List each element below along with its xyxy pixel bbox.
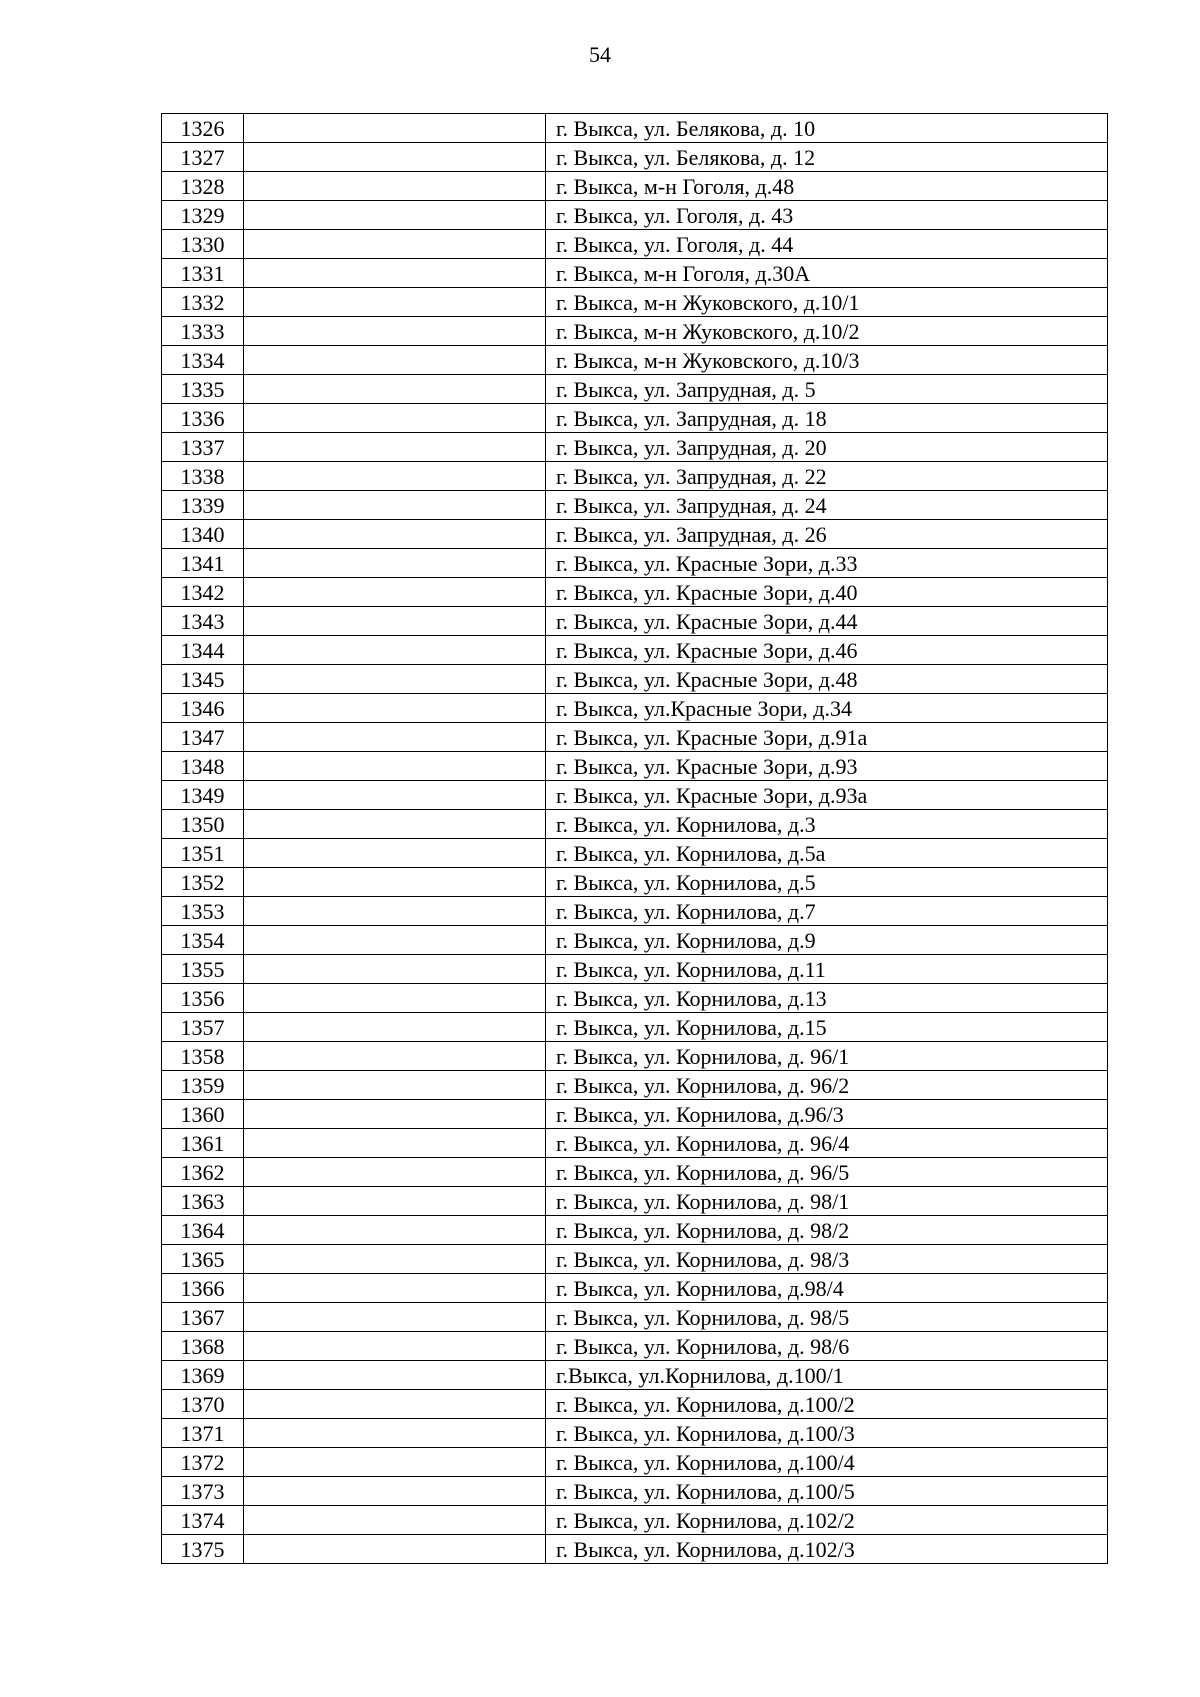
- row-empty-cell: [244, 1042, 546, 1071]
- row-number-cell: 1362: [162, 1158, 244, 1187]
- row-address-cell: г. Выкса, ул. Корнилова, д.98/4: [546, 1274, 1108, 1303]
- table-row: [162, 868, 1108, 897]
- table-row: [162, 288, 1108, 317]
- row-address-cell: г. Выкса, ул. Запрудная, д. 22: [546, 462, 1108, 491]
- row-empty-cell: [244, 1303, 546, 1332]
- table-row: [162, 1158, 1108, 1187]
- row-address-cell: г. Выкса, ул. Красные Зори, д.48: [546, 665, 1108, 694]
- row-empty-cell: [244, 1100, 546, 1129]
- table-row: [162, 955, 1108, 984]
- row-number-cell: 1326: [162, 114, 244, 143]
- row-empty-cell: [244, 926, 546, 955]
- table-row: [162, 230, 1108, 259]
- row-empty-cell: [244, 346, 546, 375]
- row-number-cell: 1357: [162, 1013, 244, 1042]
- row-address-cell: г. Выкса, ул. Корнилова, д. 98/1: [546, 1187, 1108, 1216]
- table-row: [162, 375, 1108, 404]
- row-empty-cell: [244, 636, 546, 665]
- row-empty-cell: [244, 810, 546, 839]
- row-number-cell: 1334: [162, 346, 244, 375]
- row-number-cell: 1355: [162, 955, 244, 984]
- row-empty-cell: [244, 1332, 546, 1361]
- row-address-cell: г. Выкса, ул. Корнилова, д.100/5: [546, 1477, 1108, 1506]
- table-row: [162, 1274, 1108, 1303]
- row-number-cell: 1330: [162, 230, 244, 259]
- table-row: [162, 404, 1108, 433]
- row-empty-cell: [244, 1129, 546, 1158]
- row-address-cell: г. Выкса, ул. Корнилова, д.5: [546, 868, 1108, 897]
- table-row: [162, 723, 1108, 752]
- row-number-cell: 1352: [162, 868, 244, 897]
- row-number-cell: 1375: [162, 1535, 244, 1564]
- table-row: [162, 1332, 1108, 1361]
- row-address-cell: г. Выкса, ул. Красные Зори, д.44: [546, 607, 1108, 636]
- row-empty-cell: [244, 491, 546, 520]
- table-row: [162, 433, 1108, 462]
- row-address-cell: г. Выкса, ул. Корнилова, д.100/2: [546, 1390, 1108, 1419]
- row-address-cell: г. Выкса, ул. Корнилова, д.102/2: [546, 1506, 1108, 1535]
- row-empty-cell: [244, 404, 546, 433]
- row-address-cell: г. Выкса, ул. Корнилова, д.11: [546, 955, 1108, 984]
- row-address-cell: г. Выкса, ул. Корнилова, д. 96/1: [546, 1042, 1108, 1071]
- row-number-cell: 1332: [162, 288, 244, 317]
- address-table-body: [162, 114, 1108, 1564]
- row-number-cell: 1344: [162, 636, 244, 665]
- row-empty-cell: [244, 694, 546, 723]
- row-number-cell: 1350: [162, 810, 244, 839]
- row-address-cell: г. Выкса, ул. Белякова, д. 10: [546, 114, 1108, 143]
- table-row: [162, 984, 1108, 1013]
- row-number-cell: 1327: [162, 143, 244, 172]
- row-number-cell: 1369: [162, 1361, 244, 1390]
- row-number-cell: 1359: [162, 1071, 244, 1100]
- table-row: [162, 926, 1108, 955]
- row-address-cell: г. Выкса, ул. Красные Зори, д.93: [546, 752, 1108, 781]
- row-empty-cell: [244, 1158, 546, 1187]
- row-empty-cell: [244, 317, 546, 346]
- row-address-cell: г. Выкса, м-н Жуковского, д.10/3: [546, 346, 1108, 375]
- table-row: [162, 114, 1108, 143]
- row-address-cell: г. Выкса, м-н Гоголя, д.48: [546, 172, 1108, 201]
- table-row: [162, 549, 1108, 578]
- row-number-cell: 1328: [162, 172, 244, 201]
- table-row: [162, 1419, 1108, 1448]
- address-table: [161, 113, 1108, 1564]
- table-row: [162, 1245, 1108, 1274]
- table-row: [162, 1303, 1108, 1332]
- row-address-cell: г. Выкса, ул. Запрудная, д. 20: [546, 433, 1108, 462]
- row-address-cell: г. Выкса, м-н Жуковского, д.10/1: [546, 288, 1108, 317]
- row-empty-cell: [244, 1216, 546, 1245]
- row-empty-cell: [244, 1071, 546, 1100]
- table-row: [162, 1390, 1108, 1419]
- row-empty-cell: [244, 723, 546, 752]
- row-empty-cell: [244, 607, 546, 636]
- row-number-cell: 1345: [162, 665, 244, 694]
- table-row: [162, 636, 1108, 665]
- row-address-cell: г. Выкса, ул. Корнилова, д. 98/5: [546, 1303, 1108, 1332]
- row-address-cell: г. Выкса, ул. Корнилова, д.9: [546, 926, 1108, 955]
- row-address-cell: г. Выкса, ул. Корнилова, д. 96/5: [546, 1158, 1108, 1187]
- row-number-cell: 1358: [162, 1042, 244, 1071]
- row-number-cell: 1343: [162, 607, 244, 636]
- table-row: [162, 1100, 1108, 1129]
- row-number-cell: 1372: [162, 1448, 244, 1477]
- row-empty-cell: [244, 172, 546, 201]
- row-number-cell: 1373: [162, 1477, 244, 1506]
- row-number-cell: 1339: [162, 491, 244, 520]
- row-address-cell: г. Выкса, ул. Красные Зори, д.91а: [546, 723, 1108, 752]
- row-number-cell: 1374: [162, 1506, 244, 1535]
- row-address-cell: г. Выкса, ул. Красные Зори, д.33: [546, 549, 1108, 578]
- row-address-cell: г. Выкса, м-н Жуковского, д.10/2: [546, 317, 1108, 346]
- table-row: [162, 201, 1108, 230]
- row-empty-cell: [244, 114, 546, 143]
- table-row: [162, 607, 1108, 636]
- table-row: [162, 346, 1108, 375]
- row-empty-cell: [244, 375, 546, 404]
- table-row: [162, 1477, 1108, 1506]
- row-empty-cell: [244, 1506, 546, 1535]
- row-empty-cell: [244, 578, 546, 607]
- row-address-cell: г. Выкса, ул. Корнилова, д.102/3: [546, 1535, 1108, 1564]
- table-row: [162, 578, 1108, 607]
- row-empty-cell: [244, 259, 546, 288]
- table-row: [162, 1129, 1108, 1158]
- table-row: [162, 781, 1108, 810]
- row-address-cell: г. Выкса, ул. Гоголя, д. 43: [546, 201, 1108, 230]
- row-number-cell: 1360: [162, 1100, 244, 1129]
- row-address-cell: г. Выкса, ул. Запрудная, д. 5: [546, 375, 1108, 404]
- row-empty-cell: [244, 665, 546, 694]
- page-number: 54: [589, 42, 611, 67]
- row-number-cell: 1338: [162, 462, 244, 491]
- row-empty-cell: [244, 288, 546, 317]
- table-row: [162, 752, 1108, 781]
- row-number-cell: 1364: [162, 1216, 244, 1245]
- table-row: [162, 259, 1108, 288]
- table-row: [162, 143, 1108, 172]
- row-address-cell: г. Выкса, ул. Запрудная, д. 24: [546, 491, 1108, 520]
- row-number-cell: 1363: [162, 1187, 244, 1216]
- row-address-cell: г. Выкса, ул. Корнилова, д.15: [546, 1013, 1108, 1042]
- row-address-cell: г. Выкса, ул.Красные Зори, д.34: [546, 694, 1108, 723]
- row-number-cell: 1349: [162, 781, 244, 810]
- row-empty-cell: [244, 520, 546, 549]
- row-empty-cell: [244, 1361, 546, 1390]
- row-number-cell: 1335: [162, 375, 244, 404]
- row-number-cell: 1370: [162, 1390, 244, 1419]
- row-number-cell: 1342: [162, 578, 244, 607]
- row-empty-cell: [244, 1245, 546, 1274]
- row-address-cell: г. Выкса, ул. Белякова, д. 12: [546, 143, 1108, 172]
- row-empty-cell: [244, 201, 546, 230]
- table-row: [162, 1535, 1108, 1564]
- row-empty-cell: [244, 549, 546, 578]
- row-address-cell: г. Выкса, м-н Гоголя, д.30А: [546, 259, 1108, 288]
- row-number-cell: 1347: [162, 723, 244, 752]
- row-number-cell: 1353: [162, 897, 244, 926]
- row-address-cell: г. Выкса, ул. Корнилова, д. 96/2: [546, 1071, 1108, 1100]
- row-empty-cell: [244, 868, 546, 897]
- table-row: [162, 694, 1108, 723]
- row-number-cell: 1331: [162, 259, 244, 288]
- row-number-cell: 1365: [162, 1245, 244, 1274]
- table-row: [162, 1187, 1108, 1216]
- row-number-cell: 1351: [162, 839, 244, 868]
- row-address-cell: г. Выкса, ул. Корнилова, д.100/4: [546, 1448, 1108, 1477]
- row-address-cell: г. Выкса, ул. Корнилова, д. 98/2: [546, 1216, 1108, 1245]
- row-address-cell: г. Выкса, ул. Корнилова, д.96/3: [546, 1100, 1108, 1129]
- row-number-cell: 1336: [162, 404, 244, 433]
- row-empty-cell: [244, 1187, 546, 1216]
- row-empty-cell: [244, 1274, 546, 1303]
- row-number-cell: 1366: [162, 1274, 244, 1303]
- row-address-cell: г. Выкса, ул. Корнилова, д.5а: [546, 839, 1108, 868]
- row-empty-cell: [244, 1390, 546, 1419]
- row-empty-cell: [244, 897, 546, 926]
- table-row: [162, 1361, 1108, 1390]
- table-row: [162, 1013, 1108, 1042]
- row-address-cell: г. Выкса, ул. Красные Зори, д.46: [546, 636, 1108, 665]
- row-number-cell: 1346: [162, 694, 244, 723]
- row-address-cell: г. Выкса, ул. Гоголя, д. 44: [546, 230, 1108, 259]
- table-row: [162, 520, 1108, 549]
- table-row: [162, 839, 1108, 868]
- table-row: [162, 810, 1108, 839]
- row-address-cell: г. Выкса, ул. Корнилова, д.13: [546, 984, 1108, 1013]
- table-row: [162, 172, 1108, 201]
- row-empty-cell: [244, 1013, 546, 1042]
- table-row: [162, 1506, 1108, 1535]
- row-number-cell: 1371: [162, 1419, 244, 1448]
- row-empty-cell: [244, 230, 546, 259]
- row-address-cell: г. Выкса, ул. Корнилова, д.100/3: [546, 1419, 1108, 1448]
- row-address-cell: г. Выкса, ул. Красные Зори, д.40: [546, 578, 1108, 607]
- table-row: [162, 462, 1108, 491]
- table-row: [162, 1071, 1108, 1100]
- table-row: [162, 897, 1108, 926]
- row-number-cell: 1354: [162, 926, 244, 955]
- row-address-cell: г. Выкса, ул. Запрудная, д. 26: [546, 520, 1108, 549]
- row-empty-cell: [244, 1448, 546, 1477]
- row-address-cell: г. Выкса, ул. Корнилова, д. 96/4: [546, 1129, 1108, 1158]
- row-address-cell: г. Выкса, ул. Красные Зори, д.93а: [546, 781, 1108, 810]
- row-number-cell: 1333: [162, 317, 244, 346]
- row-empty-cell: [244, 955, 546, 984]
- row-empty-cell: [244, 839, 546, 868]
- row-number-cell: 1348: [162, 752, 244, 781]
- row-number-cell: 1340: [162, 520, 244, 549]
- row-empty-cell: [244, 1419, 546, 1448]
- table-row: [162, 665, 1108, 694]
- table-row: [162, 491, 1108, 520]
- row-empty-cell: [244, 1535, 546, 1564]
- row-empty-cell: [244, 984, 546, 1013]
- row-number-cell: 1361: [162, 1129, 244, 1158]
- row-number-cell: 1337: [162, 433, 244, 462]
- row-address-cell: г. Выкса, ул. Корнилова, д.7: [546, 897, 1108, 926]
- row-empty-cell: [244, 1477, 546, 1506]
- row-empty-cell: [244, 462, 546, 491]
- table-row: [162, 317, 1108, 346]
- row-empty-cell: [244, 752, 546, 781]
- table-row: [162, 1042, 1108, 1071]
- row-address-cell: г.Выкса, ул.Корнилова, д.100/1: [546, 1361, 1108, 1390]
- row-number-cell: 1341: [162, 549, 244, 578]
- table-row: [162, 1448, 1108, 1477]
- row-number-cell: 1368: [162, 1332, 244, 1361]
- row-number-cell: 1329: [162, 201, 244, 230]
- row-address-cell: г. Выкса, ул. Корнилова, д.3: [546, 810, 1108, 839]
- row-empty-cell: [244, 781, 546, 810]
- row-address-cell: г. Выкса, ул. Корнилова, д. 98/3: [546, 1245, 1108, 1274]
- row-number-cell: 1356: [162, 984, 244, 1013]
- row-address-cell: г. Выкса, ул. Корнилова, д. 98/6: [546, 1332, 1108, 1361]
- row-address-cell: г. Выкса, ул. Запрудная, д. 18: [546, 404, 1108, 433]
- row-empty-cell: [244, 143, 546, 172]
- row-number-cell: 1367: [162, 1303, 244, 1332]
- row-empty-cell: [244, 433, 546, 462]
- table-row: [162, 1216, 1108, 1245]
